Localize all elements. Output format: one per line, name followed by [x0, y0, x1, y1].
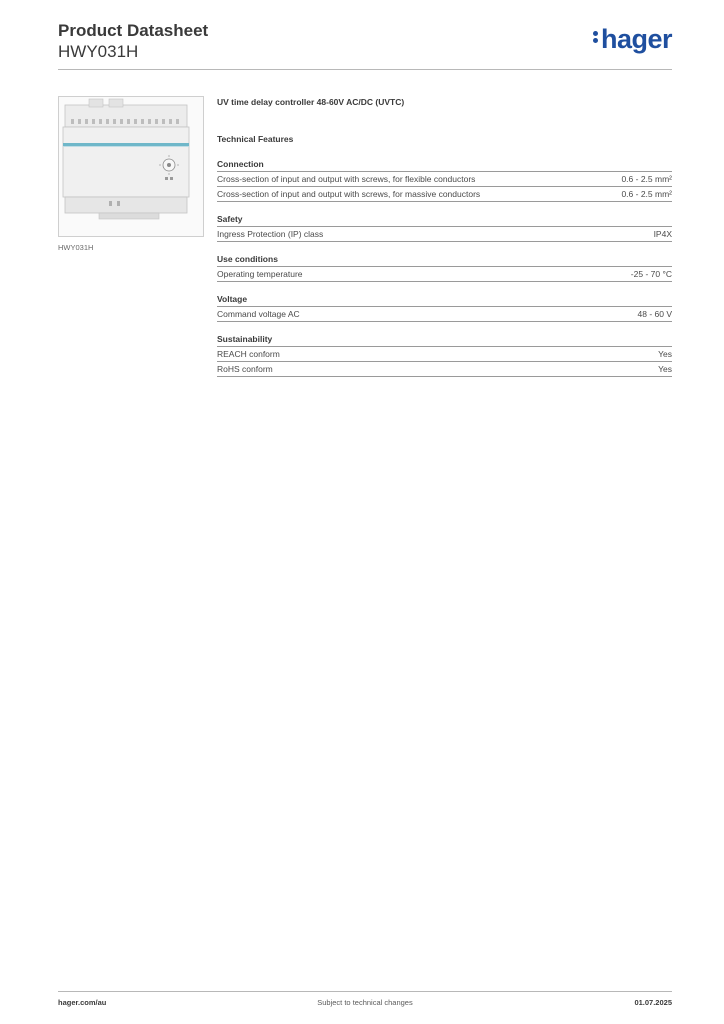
spec-label: Command voltage AC — [217, 309, 300, 319]
page-footer — [58, 998, 672, 1010]
spec-label: REACH conform — [217, 349, 280, 359]
spec-row — [217, 307, 672, 322]
spec-group-use-conditions — [217, 253, 672, 282]
logo-dots-icon — [593, 29, 599, 45]
spec-row — [217, 267, 672, 282]
spec-value: -25 - 70 °C — [630, 269, 672, 279]
document-title: Product Datasheet — [58, 21, 209, 40]
footer-notice: Subject to technical changes — [317, 998, 413, 1007]
spec-value: 0.6 - 2.5 mm² — [621, 189, 672, 199]
group-title: Sustainability — [217, 333, 672, 347]
technical-content — [217, 96, 672, 388]
din-rail-module-icon — [59, 97, 203, 236]
hager-logo — [593, 24, 672, 55]
page-header — [58, 20, 672, 70]
spec-row — [217, 347, 672, 362]
product-description: UV time delay controller 48-60V AC/DC (UVTC) — [217, 97, 405, 107]
image-caption: HWY031H — [58, 243, 94, 252]
features-heading: Technical Features — [217, 134, 294, 144]
group-title: Use conditions — [217, 253, 672, 267]
spec-row — [217, 227, 672, 242]
header-divider — [58, 69, 672, 70]
spec-group-sustainability — [217, 333, 672, 377]
spec-value: IP4X — [653, 229, 672, 239]
spec-label: RoHS conform — [217, 364, 273, 374]
footer-divider — [58, 991, 672, 992]
spec-group-safety — [217, 213, 672, 242]
spec-value: 48 - 60 V — [637, 309, 672, 319]
group-title: Safety — [217, 213, 672, 227]
spec-label: Ingress Protection (IP) class — [217, 229, 324, 239]
spec-group-connection — [217, 158, 672, 202]
group-title: Connection — [217, 158, 672, 172]
spec-label: Cross-section of input and output with screws, for massive conductors — [217, 189, 481, 199]
spec-value: 0.6 - 2.5 mm² — [621, 174, 672, 184]
spec-value: Yes — [658, 349, 672, 359]
logo-text: hager — [600, 24, 672, 54]
product-image — [58, 96, 204, 237]
spec-label: Cross-section of input and output with screws, for flexible conductors — [217, 174, 476, 184]
product-code: HWY031H — [58, 42, 139, 61]
spec-label: Operating temperature — [217, 269, 303, 279]
group-title: Voltage — [217, 293, 672, 307]
spec-row — [217, 187, 672, 202]
footer-date: 01.07.2025 — [634, 998, 672, 1007]
spec-value: Yes — [658, 364, 672, 374]
spec-row — [217, 172, 672, 187]
spec-row — [217, 362, 672, 377]
spec-group-voltage — [217, 293, 672, 322]
footer-website-link[interactable]: hager.com/au — [58, 998, 107, 1007]
